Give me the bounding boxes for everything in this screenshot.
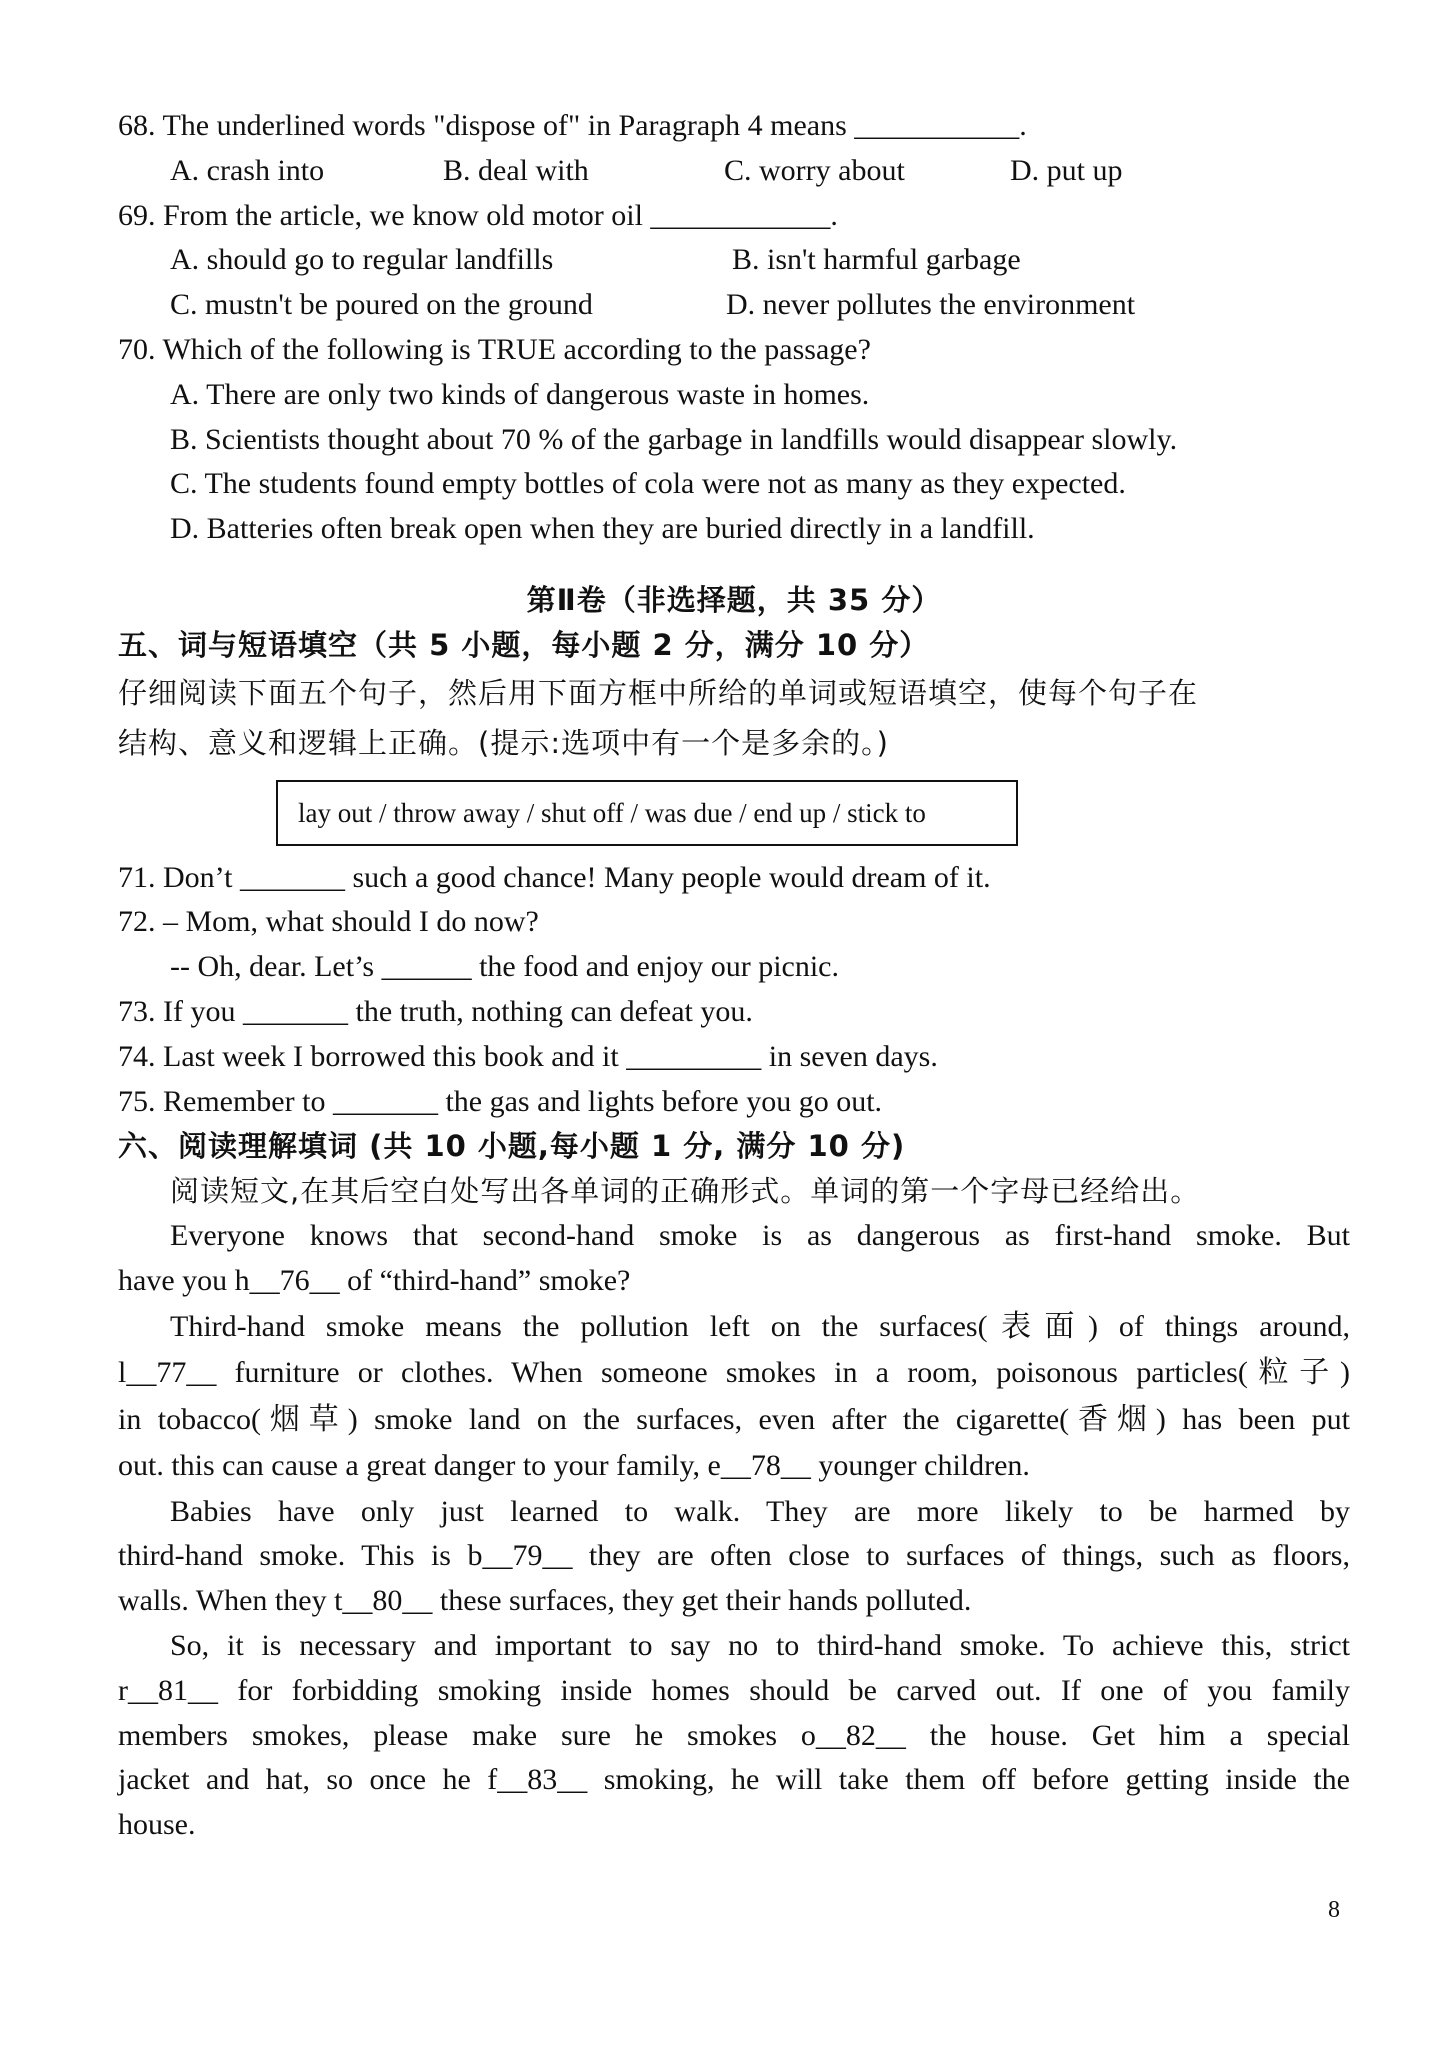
page-number: 8: [1328, 1897, 1340, 1923]
passage-line: Third-hand smoke means the pollution left on the surfaces(表面) of things around,: [170, 1309, 1350, 1343]
passage-line: in tobacco(烟草) smoke land on the surfaces, even after the cigarette(香烟) has been put: [118, 1402, 1350, 1436]
section5-instruction-line2: 结构、意义和逻辑上正确。(提示:选项中有一个是多余的。): [118, 725, 889, 760]
question-69-options-cd: [118, 283, 1350, 328]
word-bank-box: lay out / throw away / shut off / was due / end up / stick to: [276, 780, 1018, 846]
passage-line: Babies have only just learned to walk. They are more likely to be harmed by: [170, 1494, 1350, 1528]
question-69-options-ab: [118, 238, 1350, 283]
q68-option-a: A. crash into: [170, 153, 325, 187]
question-71: 71. Don’t _______ such a good chance! Many people would dream of it.: [118, 860, 991, 894]
part2-title: 第Ⅱ卷（非选择题，共 35 分）: [526, 582, 942, 617]
passage-line: third-hand smoke. This is b__79__ they are often close to surfaces of things, such as floors,: [118, 1539, 1350, 1573]
q68-option-c: C. worry about: [724, 153, 905, 187]
passage-paragraph-3: [118, 1490, 1350, 1624]
passage-paragraph-1: [118, 1214, 1350, 1304]
passage-line: So, it is necessary and important to say no to third-hand smoke. To achieve this, strict: [170, 1628, 1350, 1662]
q70-option-c: C. The students found empty bottles of cola were not as many as they expected.: [170, 467, 1126, 501]
question-74: 74. Last week I borrowed this book and it _________ in seven days.: [118, 1039, 938, 1073]
passage-line: Everyone knows that second-hand smoke is as dangerous as first-hand smoke. But: [170, 1218, 1350, 1252]
passage-line: l__77__ furniture or clothes. When someone smokes in a room, poisonous particles(粒子): [118, 1356, 1350, 1390]
question-73: 73. If you _______ the truth, nothing can defeat you.: [118, 994, 753, 1028]
q69-option-a: A. should go to regular landfills: [170, 243, 554, 277]
section5-heading: 五、词与短语填空（共 5 小题，每小题 2 分，满分 10 分）: [118, 627, 930, 662]
q68-option-b: B. deal with: [443, 153, 589, 187]
q69-option-b: B. isn't harmful garbage: [732, 243, 1021, 277]
q68-option-d: D. put up: [1010, 153, 1123, 187]
q70-option-a: A. There are only two kinds of dangerous waste in homes.: [170, 377, 870, 411]
question-75: 75. Remember to _______ the gas and lights before you go out.: [118, 1084, 883, 1118]
passage-line: members smokes, please make sure he smokes o__82__ the house. Get him a special: [118, 1718, 1350, 1752]
passage-line: jacket and hat, so once he f__83__ smoking, he will take them off before getting inside the: [118, 1763, 1350, 1797]
section5-instruction-line1: 仔细阅读下面五个句子，然后用下面方框中所给的单词或短语填空，使每个句子在: [118, 675, 1199, 710]
passage-line: r__81__ for forbidding smoking inside homes should be carved out. If one of you family: [118, 1673, 1350, 1707]
q69-option-c: C. mustn't be poured on the ground: [170, 288, 593, 322]
q69-option-d: D. never pollutes the environment: [726, 288, 1136, 322]
passage-line: out. this can cause a great danger to your family, e__78__ younger children.: [118, 1449, 1030, 1483]
question-72-line2: -- Oh, dear. Let’s ______ the food and enjoy our picnic.: [170, 950, 839, 984]
question-70-stem: 70. Which of the following is TRUE according to the passage?: [118, 332, 871, 366]
passage-line: house.: [118, 1808, 196, 1842]
passage-paragraph-2: [118, 1304, 1350, 1490]
passage-paragraph-4: [118, 1624, 1350, 1848]
question-69-stem: 69. From the article, we know old motor oil ____________.: [118, 198, 838, 232]
question-72-line1: 72. – Mom, what should I do now?: [118, 905, 539, 939]
question-68-stem: 68. The underlined words "dispose of" in Paragraph 4 means ___________.: [118, 109, 1027, 142]
q70-option-b: B. Scientists thought about 70 % of the garbage in landfills would disappear slowly.: [170, 422, 1178, 456]
section6-heading: 六、阅读理解填词 (共 10 小题,每小题 1 分, 满分 10 分): [118, 1129, 906, 1164]
q70-option-d: D. Batteries often break open when they are buried directly in a landfill.: [170, 512, 1035, 546]
passage-line: walls. When they t__80__ these surfaces, they get their hands polluted.: [118, 1584, 972, 1618]
passage-line: have you h__76__ of “third-hand” smoke?: [118, 1263, 631, 1297]
exam-page: [118, 104, 1350, 1848]
question-68-options: [118, 149, 1350, 194]
section6-instruction: 阅读短文,在其后空白处写出各单词的正确形式。单词的第一个字母已经给出。: [170, 1174, 1201, 1209]
